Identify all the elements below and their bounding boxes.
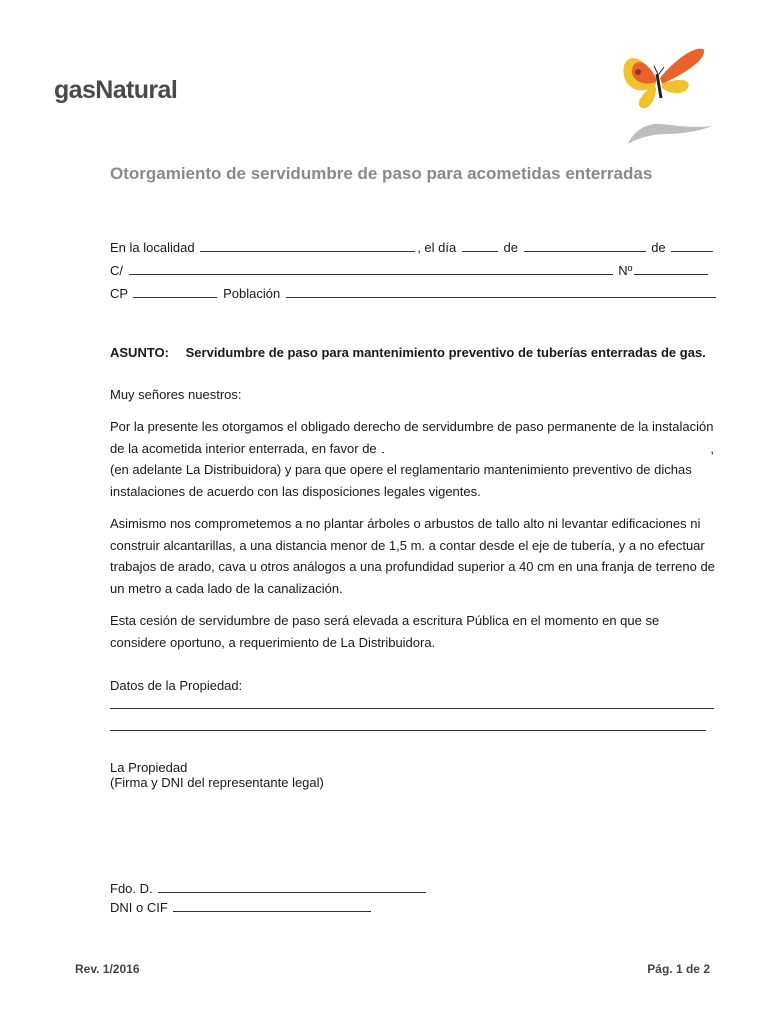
de-label-1: de	[503, 240, 518, 255]
swoosh-icon	[626, 118, 714, 146]
localidad-line	[110, 238, 715, 256]
de-label-2: de	[651, 240, 666, 255]
fdo-line	[110, 879, 428, 897]
datos-field-2[interactable]	[110, 730, 706, 731]
asunto-text: Servidumbre de paso para mantenimiento preventivo de tuberías enterradas de gas.	[185, 345, 706, 360]
paragraph-2	[110, 513, 716, 599]
mes-field[interactable]	[524, 238, 646, 252]
page-number: Pág. 1 de 2	[647, 962, 710, 976]
localidad-label: En la localidad	[110, 240, 195, 255]
datos-field-1[interactable]	[110, 708, 714, 709]
anio-field[interactable]	[671, 238, 713, 252]
p1-line-1: Por la presente les otorgamos el obligado derecho de servidumbre de paso permanente de la instalación	[110, 419, 714, 434]
favor-de-field[interactable]	[382, 439, 384, 453]
localidad-field[interactable]	[200, 238, 415, 252]
asunto-label: ASUNTO:	[110, 345, 169, 360]
dia-field[interactable]	[462, 238, 498, 252]
p1-line-2	[110, 438, 716, 460]
calle-line	[110, 261, 710, 279]
signature-line-2: (Firma y DNI del representante legal)	[110, 775, 324, 790]
gas-natural-logo: gasNatural	[54, 76, 178, 104]
dni-line	[110, 898, 373, 916]
calle-label: C/	[110, 263, 123, 278]
dni-label: DNI o CIF	[110, 900, 168, 915]
calle-field[interactable]	[129, 261, 613, 275]
fdo-label: Fdo. D.	[110, 881, 153, 896]
signature-line-1: La Propiedad	[110, 760, 188, 775]
p1-comma: ,	[710, 440, 714, 456]
p1-line-3: (en adelante La Distribuidora) y para que opere el reglamentario mantenimiento preventivo de dichas	[110, 462, 692, 477]
cp-label: CP	[110, 286, 128, 301]
poblacion-field[interactable]	[286, 284, 716, 298]
paragraph-1	[110, 416, 716, 502]
dia-label: , el día	[417, 240, 457, 255]
datos-label: Datos de la Propiedad:	[110, 678, 243, 693]
document-title: Otorgamiento de servidumbre de paso para acometidas enterradas	[110, 164, 653, 183]
greeting: Muy señores nuestros:	[110, 387, 242, 402]
p3-text: Esta cesión de servidumbre de paso será elevada a escritura Pública en el momento en que se considere oportuno, a requerimiento de La Distribuidora.	[110, 613, 660, 650]
p2-text: Asimismo nos comprometemos a no plantar árboles o arbustos de tallo alto ni levantar edificaciones ni construir alcantarillas, a una distancia menor de 1,5 m. a contar desde el eje de tubería, y a no efectuar trabajos de arado, cava u otros análogos a una profundidad superior a 40 cm en una franja de terreno de un metro a cada lado de la canalización.	[110, 516, 715, 596]
p1-line-2-text: de la acometida interior enterrada, en favor de	[110, 440, 377, 456]
p1-line-4: instalaciones de acuerdo con las disposiciones legales vigentes.	[110, 483, 481, 499]
cp-field[interactable]	[133, 284, 217, 298]
fdo-field[interactable]	[158, 879, 426, 893]
numero-label: Nº	[618, 263, 633, 278]
asunto-line	[110, 345, 706, 360]
revision-label: Rev. 1/2016	[75, 962, 140, 976]
paragraph-3	[110, 610, 716, 653]
signature-caption	[110, 760, 716, 790]
cp-line	[110, 284, 718, 302]
numero-field[interactable]	[634, 261, 708, 275]
poblacion-label: Población	[223, 286, 281, 301]
butterfly-icon	[618, 38, 708, 110]
dni-field[interactable]	[173, 898, 371, 912]
